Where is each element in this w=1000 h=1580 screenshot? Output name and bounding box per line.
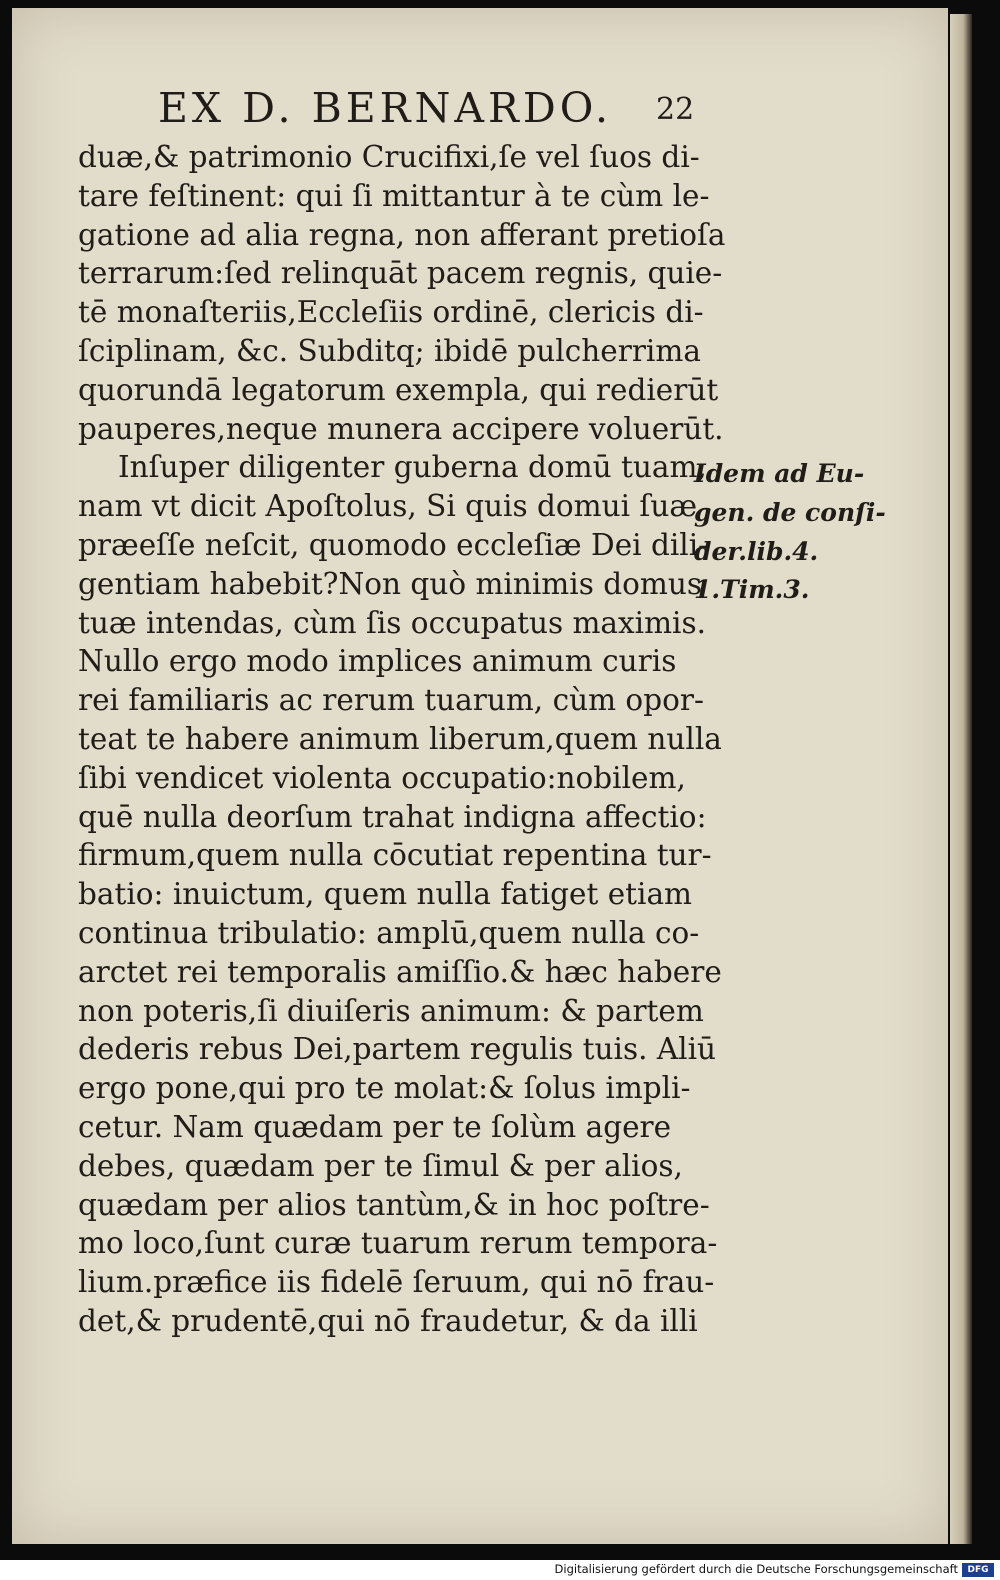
text-line: terrarum:ſed relinquāt pacem regnis, quie- [78,256,723,291]
text-line: ſibi vendicet violenta occupatio:nobilem, [78,760,686,795]
text-line: quorundā legatorum exempla, qui redierūt [78,372,719,407]
text-line: ſciplinam, &c. Subditq; ibidē pulcherrima [78,333,701,368]
text-line: det,& prudentē,qui nō fraudetur, & da illi [78,1303,698,1338]
page-number: 22 [656,92,695,127]
text-line: tē monaſteriis,Eccleſiis ordinē, clericis di- [78,295,704,330]
text-line: nam vt dicit Apoſtolus, Si quis domui ſuæ [78,489,698,524]
text-line: gatione ad alia regna, non afferant pretioſa [78,217,726,252]
text-line: tuæ intendas, cùm ſis occupatus maximis. [78,605,707,640]
text-line: tare feſtinent: qui ſi mittantur à te cùm le- [78,178,710,213]
text-line: quædam per alios tantùm,& in hoc poſtre- [78,1187,710,1222]
text-line: gentiam habebit?Non quò minimis domus [78,566,702,601]
text-line: præeſſe neſcit, quomodo eccleſiæ Dei dili- [78,527,709,562]
text-line: dederis rebus Dei,partem regulis tuis. Aliū [78,1032,717,1067]
page-edge [950,14,972,1544]
body-text [78,138,726,1341]
marginal-note: der.lib.4. [694,536,819,566]
text-line: pauperes,neque munera accipere voluerūt. [78,411,724,446]
running-head: EX D. BERNARDO. [158,84,613,132]
marginal-note: gen. de conſi- [694,497,886,527]
text-line: lium.præfice iis fidelē ſeruum, qui nō frau- [78,1265,715,1300]
text-line: debes, quædam per te ſimul & per alios, [78,1148,683,1183]
text-line: arctet rei temporalis amiſſio.& hæc habere [78,954,722,989]
dfg-logo: DFG [962,1563,994,1577]
text-line: firmum,quem nulla cōcutiat repentina tur- [78,838,712,873]
text-line: teat te habere animum liberum,quem nulla [78,721,722,756]
marginal-notes [694,455,884,610]
marginal-note: Idem ad Eu- [694,459,865,488]
text-line: non poteris,ſi diuiſeris animum: & partem [78,993,704,1028]
marginal-note: 1.Tim.3. [694,575,810,605]
text-line: mo loco,ſunt curæ tuarum rerum tempora- [78,1226,718,1261]
text-line: batio: inuictum, quem nulla fatiget etiam [78,877,693,912]
footer-bar [0,1560,1000,1580]
footer-credit: Digitalisierung gefördert durch die Deutsche Forschungsgemeinschaft [554,1562,958,1576]
text-line: rei familiaris ac rerum tuarum, cùm opor- [78,683,704,718]
text-line: continua tribulatio: amplū,quem nulla co- [78,915,700,950]
text-line: Nullo ergo modo implices animum curis [78,644,677,679]
text-line: duæ,& patrimonio Crucifixi,ſe vel ſuos di- [78,140,700,174]
text-line: Inſuper diligenter guberna domū tuam, [118,450,707,485]
text-line: quē nulla deorſum trahat indigna affectio: [78,799,707,834]
text-line: cetur. Nam quædam per te ſolùm agere [78,1109,672,1144]
text-line: ergo pone,qui pro te molat:& ſolus impli- [78,1071,691,1106]
